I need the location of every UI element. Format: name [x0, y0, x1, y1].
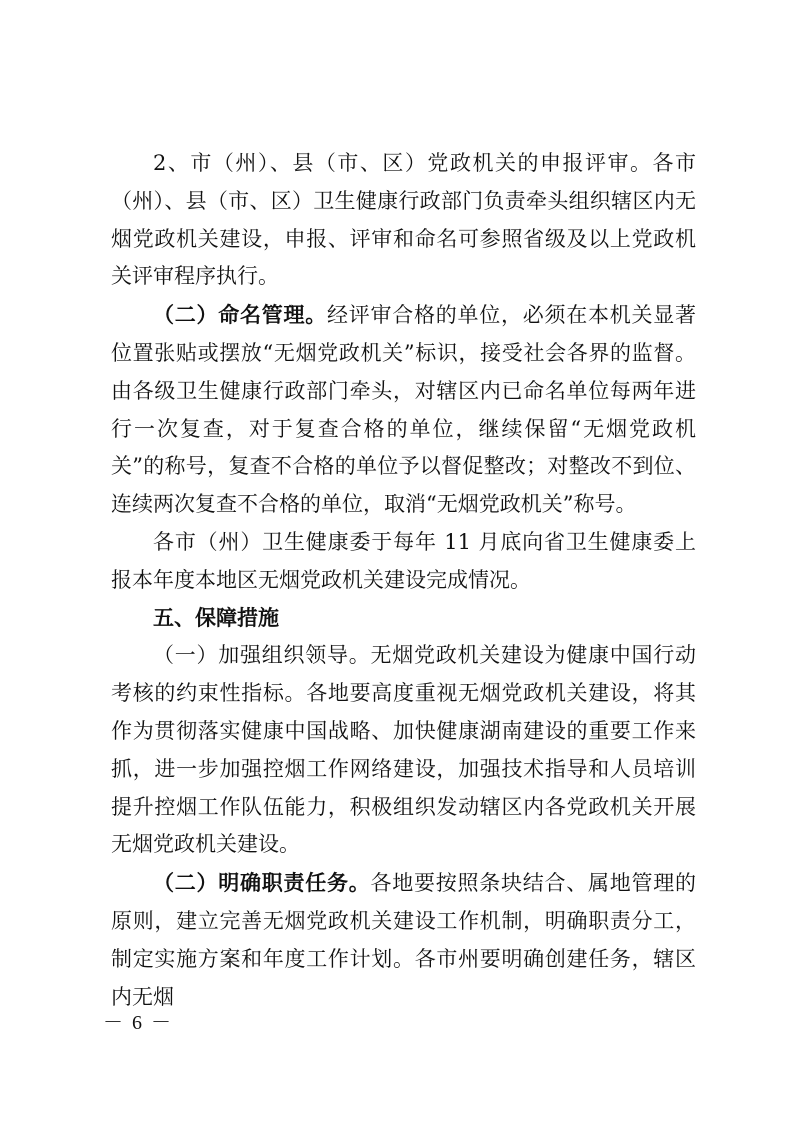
paragraph-text: 无烟党政机关建设为健康中国行动考核的约束性指标。各地要高度重视无烟党政机关建设，将其作为贯彻落实健康中国战略、加快健康湖南建设的重要工作来抓，进一步加强控烟工作网络建设，加强技术指导和人员培训提升控烟工作队伍能力，积极组织发动辖区内各党政机关开展无烟党政机关建设。 — [111, 643, 696, 857]
paragraph-naming-management — [111, 296, 696, 524]
paragraph-lead: （二）明确职责任务。 — [153, 870, 371, 896]
section-heading-safeguards: 五、保障措施 — [153, 605, 279, 630]
paragraph-text: 各地要按照条块结合、属地管理的原则，建立完善无烟党政机关建设工作机制，明确职责分工，制定实施方案和年度工作计划。各市州要明确创建任务，辖区内无烟 — [111, 871, 696, 1009]
paragraph-organizational-leadership — [111, 637, 696, 864]
paragraph-text: 各市（州）卫生健康委于每年 11 月底向省卫生健康委上报本年度本地区无烟党政机关建设完成情况。 — [111, 529, 696, 592]
paragraph-text: 2、市（州）、县（市、区）党政机关的申报评审。各市（州）、县（市、区）卫生健康行政部门负责牵头组织辖区内无烟党政机关建设，申报、评审和命名可参照省级及以上党政机关评审程序执行。 — [111, 151, 696, 289]
paragraph-text: 经评审合格的单位，必须在本机关显著位置张贴或摆放“无烟党政机关”标识，接受社会各界的监督。由各级卫生健康行政部门牵头，对辖区内已命名单位每两年进行一次复查，对于复查合格的单位，继续保留“无烟党政机关”的称号，复查不合格的单位予以督促整改；对整改不到位、连续两次复查不合格的单位，取消“无烟党政机关”称号。 — [111, 303, 696, 517]
paragraph-responsibilities — [111, 864, 696, 1016]
paragraph-lead: （二）命名管理。 — [153, 302, 327, 328]
paragraph-lead: （一）加强组织领导。 — [153, 643, 371, 668]
page-number: － 6 － — [103, 1012, 173, 1034]
paragraph-annual-report — [111, 524, 696, 600]
paragraph-municipal-review — [111, 145, 696, 296]
document-body — [111, 145, 696, 1016]
